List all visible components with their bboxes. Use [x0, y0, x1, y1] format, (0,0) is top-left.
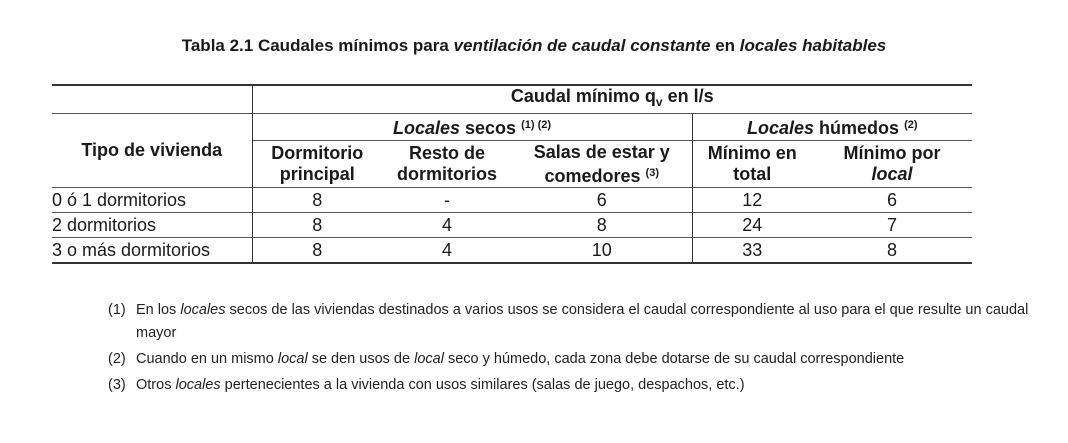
- minimo-local-line1: Mínimo por: [843, 143, 941, 163]
- cell-minimo-total: 24: [692, 213, 812, 238]
- resto-line2: dormitorios: [396, 164, 497, 184]
- header-dormitorio-principal: [252, 141, 382, 188]
- cell-salas-estar: 10: [512, 238, 692, 264]
- header-resto-dormitorios: [382, 141, 512, 188]
- salas-line2: comedores: [544, 165, 641, 186]
- cell-salas-estar: 8: [512, 213, 692, 238]
- cell-salas-estar: 6: [512, 188, 692, 213]
- footnote-number: (1): [108, 302, 126, 318]
- header-row-caudal: [52, 85, 972, 114]
- footnote-italic: locales: [180, 302, 226, 318]
- cell-resto-dormitorios: 4: [382, 238, 512, 264]
- table-title: [0, 36, 1068, 56]
- row-label: 0 ó 1 dormitorios: [52, 188, 252, 213]
- footnote-number: (2): [108, 351, 126, 367]
- header-row-locales: [52, 114, 972, 141]
- minimo-local-line2-wrap: [812, 164, 972, 185]
- footnote-text: En los: [136, 302, 181, 318]
- caudal-header-subscript: v: [655, 95, 663, 109]
- footnote-number: (3): [108, 377, 126, 393]
- minimo-total-line2: total: [733, 164, 772, 184]
- footnote-italic: local: [277, 351, 308, 367]
- humedos-text: húmedos: [814, 118, 900, 138]
- cell-minimo-local: 6: [812, 188, 972, 213]
- table-row: [52, 188, 972, 213]
- salas-line1: Salas de estar y: [533, 141, 670, 162]
- secos-superscript: (1) (2): [521, 119, 552, 131]
- row-label: 2 dormitorios: [52, 213, 252, 238]
- footnote-text: se den usos de: [307, 351, 415, 367]
- caudal-header-text: Caudal mínimo q: [510, 86, 656, 106]
- caudales-table: [52, 84, 972, 264]
- footnote-text: pertenecientes a la vivienda con usos similares (salas de juego, despachos, etc.): [220, 377, 745, 393]
- footnote-italic: local: [414, 351, 444, 367]
- cell-minimo-local: 7: [812, 213, 972, 238]
- secos-text: secos: [460, 118, 517, 138]
- cell-minimo-local: 8: [812, 238, 972, 264]
- table-row: [52, 238, 972, 264]
- cell-minimo-total: 12: [692, 188, 812, 213]
- header-salas-estar: [512, 141, 692, 188]
- footnote-text: Otros: [136, 377, 176, 393]
- cell-dormitorio-principal: 8: [252, 188, 382, 213]
- table-row: [52, 213, 972, 238]
- cell-dormitorio-principal: 8: [252, 213, 382, 238]
- salas-line2-wrap: [512, 163, 692, 187]
- row-label: 3 o más dormitorios: [52, 238, 252, 264]
- cell-resto-dormitorios: 4: [382, 213, 512, 238]
- footnote-text: secos de las viviendas destinados a varios usos se considera el caudal correspondiente al uso para el que resulte un caudal mayor: [136, 302, 1029, 341]
- dormitorio-line1: Dormitorio: [271, 143, 364, 163]
- minimo-total-line1: Mínimo en: [707, 143, 797, 163]
- footnote-2: [108, 348, 1048, 371]
- header-minimo-total: [692, 141, 812, 188]
- cell-minimo-total: 33: [692, 238, 812, 264]
- resto-line1: Resto de: [408, 143, 486, 163]
- cell-resto-dormitorios: -: [382, 188, 512, 213]
- header-caudal-minimo: [252, 85, 972, 114]
- humedos-italic-locales: Locales: [747, 118, 815, 138]
- minimo-local-line2: local: [871, 164, 913, 184]
- cell-dormitorio-principal: 8: [252, 238, 382, 264]
- footnote-1: [108, 299, 1048, 345]
- title-text: Tabla 2.1 Caudales mínimos para: [181, 36, 454, 55]
- title-italic-ventilacion: ventilación de caudal constante: [453, 36, 711, 55]
- secos-italic-locales: Locales: [392, 118, 461, 138]
- footnote-italic: locales: [175, 377, 221, 393]
- footnote-3: [108, 374, 1048, 397]
- caudal-header-suffix: en l/s: [662, 86, 714, 106]
- header-locales-secos: [252, 114, 692, 141]
- header-tipo-vivienda: Tipo de vivienda: [52, 114, 252, 188]
- humedos-superscript: (2): [904, 119, 918, 131]
- header-locales-humedos: [692, 114, 972, 141]
- title-italic-locales: locales habitables: [739, 36, 887, 55]
- title-text-middle: en: [710, 36, 740, 55]
- footnote-text: Cuando en un mismo: [136, 351, 278, 367]
- footnotes: [108, 299, 1048, 400]
- footnote-text: seco y húmedo, cada zona debe dotarse de su caudal correspondiente: [443, 351, 905, 367]
- dormitorio-line2: principal: [279, 164, 355, 184]
- header-empty-cell: [52, 85, 252, 114]
- header-minimo-local: [812, 141, 972, 188]
- salas-superscript: (3): [645, 166, 659, 179]
